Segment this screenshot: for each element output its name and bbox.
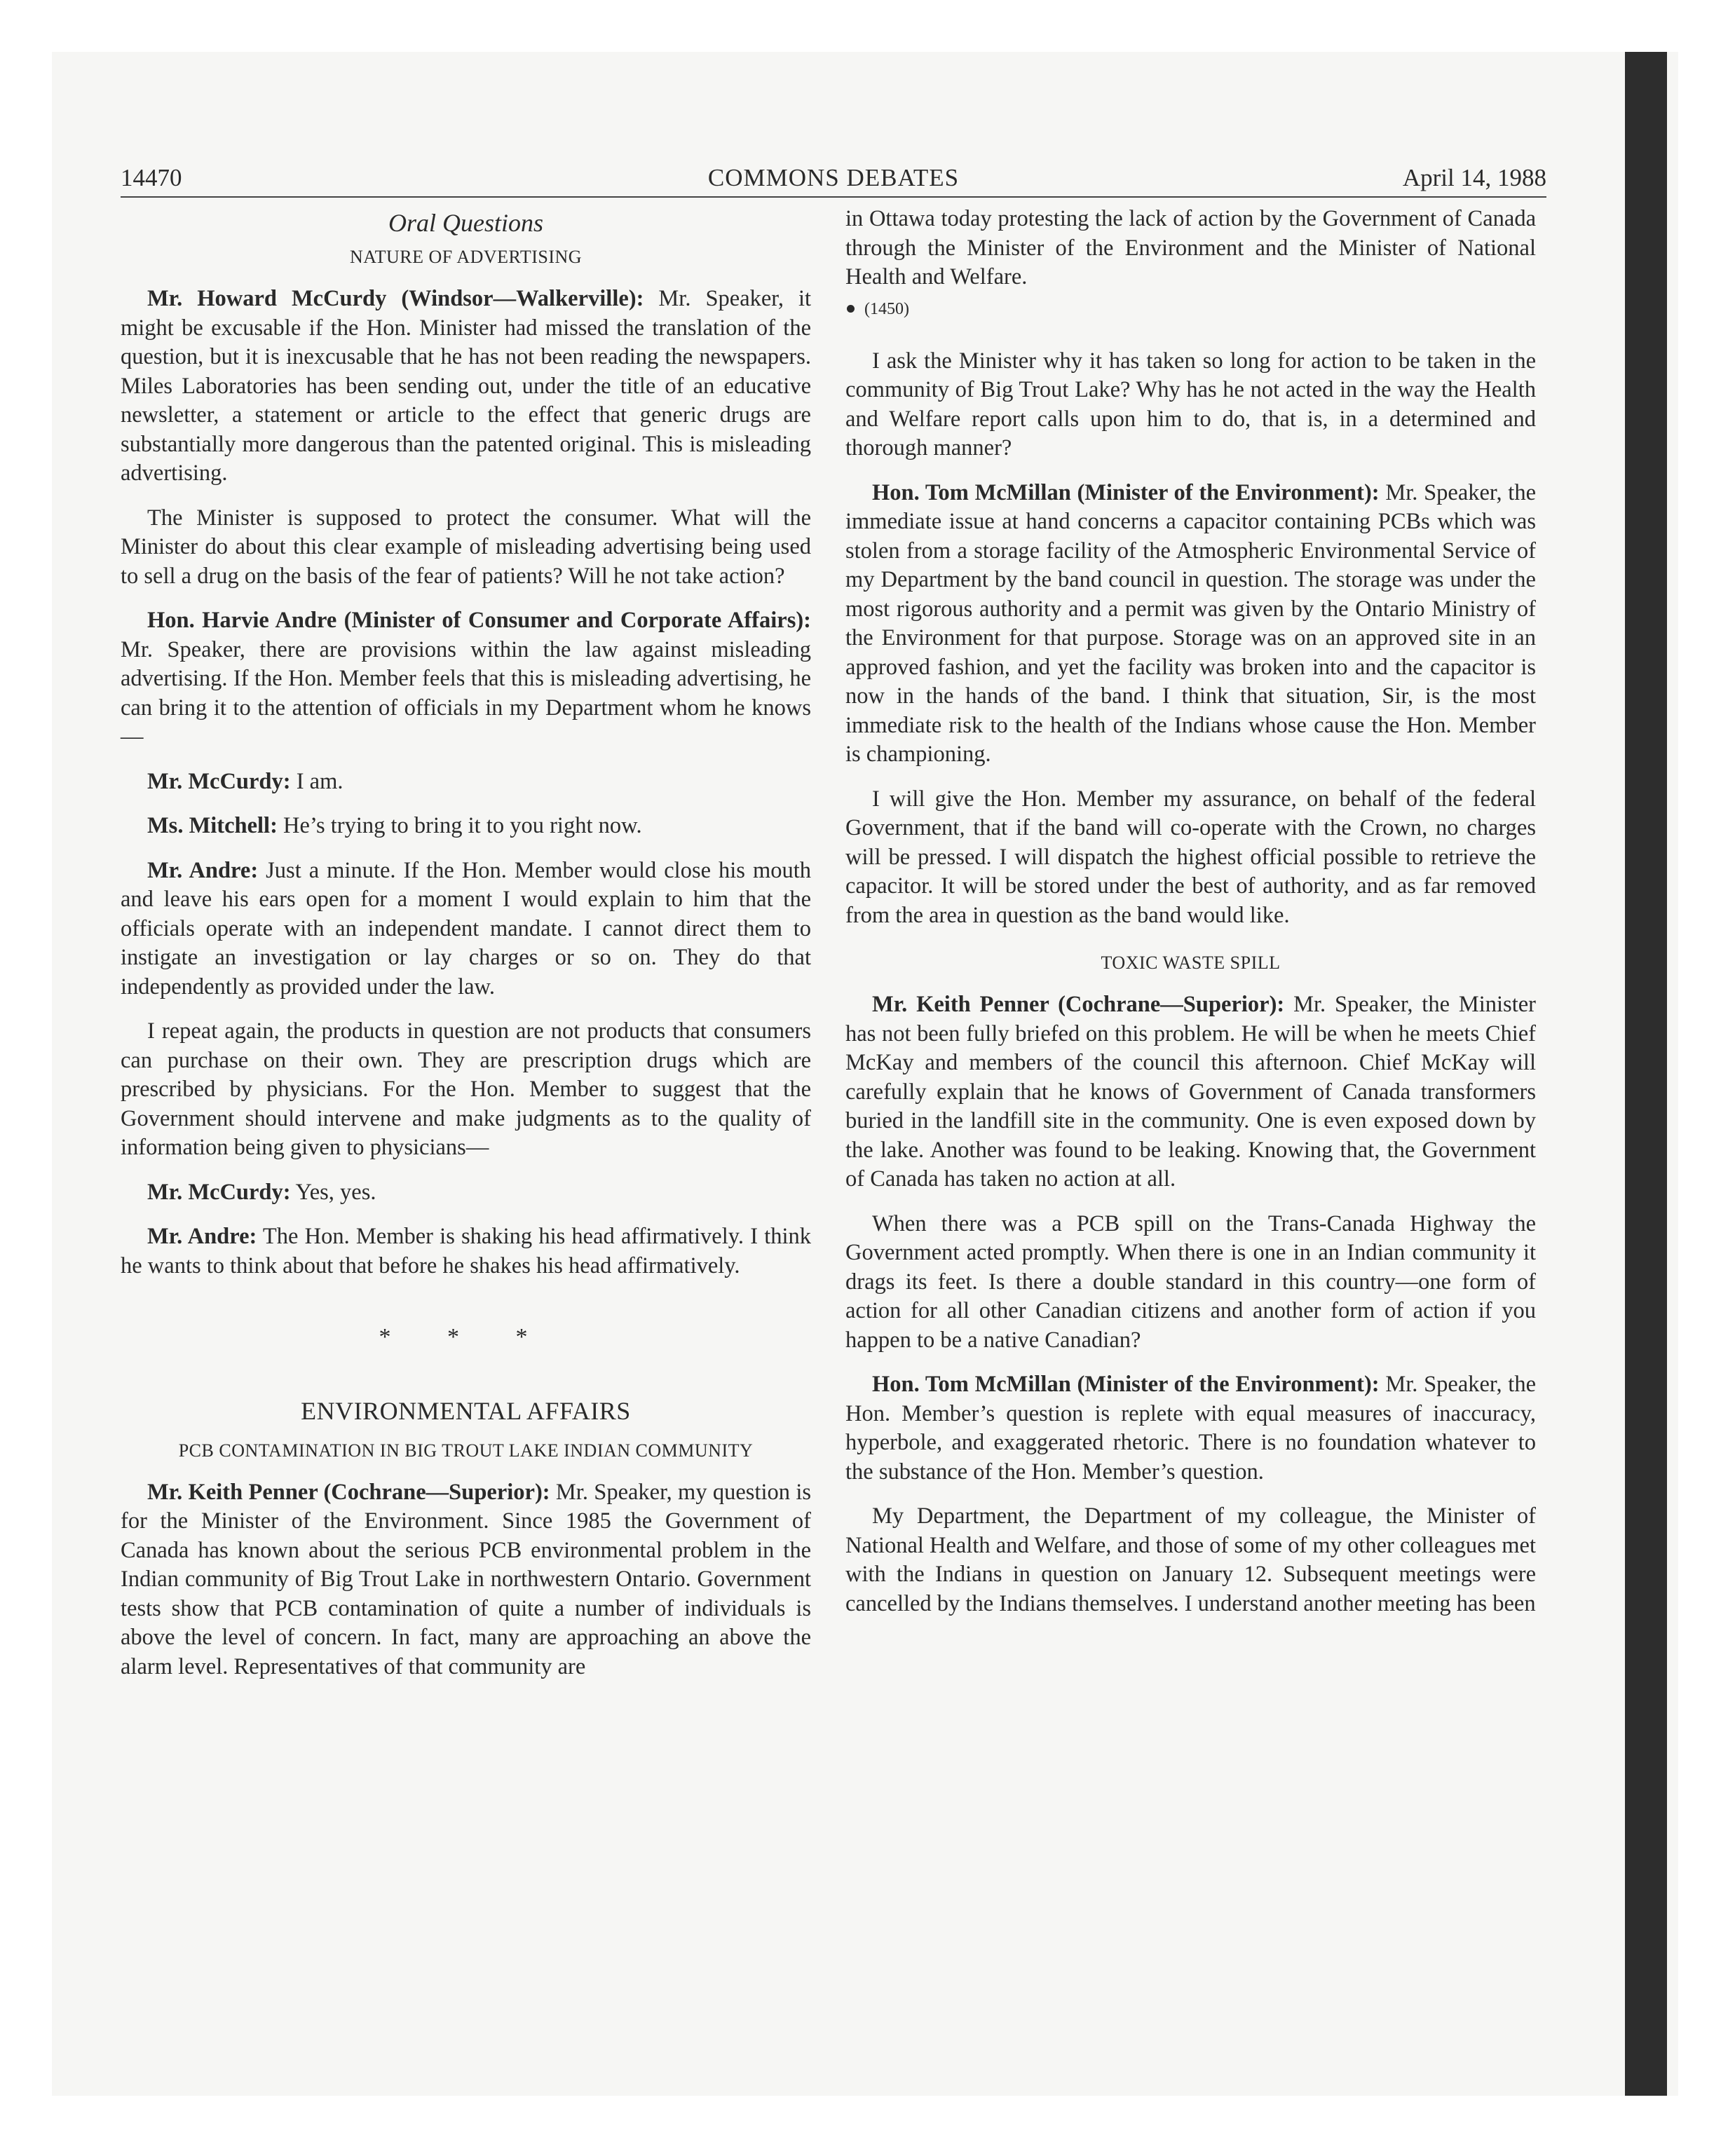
heading-environmental-affairs: ENVIRONMENTAL AFFAIRS	[301, 1396, 631, 1425]
paragraph	[845, 1370, 1536, 1487]
speech-text: Mr. Speaker, my question is for the Minister of the Environment. Since 1985 the Government of Canada has known about the serious PCB environmental problem in the Indian community of Big Trout Lake in northwestern Ontario. Government tests show that PCB contamination of quite a number of individuals is above the level of concern. In fact, many are approaching an above the alarm level. Representatives of that community are	[121, 1479, 811, 1679]
header-rule	[121, 196, 1546, 198]
time-marker-text: (1450)	[864, 299, 909, 318]
paragraph: My Department, the Department of my colleague, the Minister of National Health and Welfare, and those of some of my other colleagues met with the Indians in question on January 12. Subsequent meetings were cancelled by the Indians themselves. I understand another meeting has been	[845, 1503, 1536, 1616]
speaker-name: Ms. Mitchell:	[147, 813, 278, 838]
paragraph	[121, 767, 811, 797]
speech-text: Mr. Speaker, it might be excusable if the Hon. Minister had missed the translation of the question, but it is inexcusable that he has not been reading the newspapers. Miles Laboratories has been sending out, under the title of an educative newsletter, a statement or article to the effect that generic drugs are substantially more dangerous than the patented original. This is misleading advertising.	[121, 286, 811, 486]
speaker-name: Hon. Harvie Andre (Minister of Consumer and Corporate Affairs):	[147, 608, 811, 633]
paragraph	[121, 285, 811, 489]
paragraph: The Minister is supposed to protect the consumer. What will the Minister do about this clear example of misleading advertising being used to sell a drug on the basis of the fear of patients? Will he not take action?	[121, 505, 811, 589]
speech-text: The Hon. Member is shaking his head affirmatively. I think he wants to think about that before he shakes his head affirmatively.	[121, 1224, 811, 1278]
paragraph: I repeat again, the products in question are not products that consumers can purchase on their own. They are prescription drugs which are prescribed by physicians. For the Hon. Member to suggest that the Government should intervene and make judgments as to the quality of information being given to physicians—	[121, 1018, 811, 1160]
paragraph: I ask the Minister why it has taken so long for action to be taken in the community of Big Trout Lake? Why has he not acted in the way the Health and Welfare report calls upon him to do, that is, in a determined and thorough manner?	[845, 348, 1536, 460]
speaker-name: Mr. Keith Penner (Cochrane—Superior):	[147, 1479, 550, 1505]
page-header	[121, 158, 1546, 198]
paragraph	[121, 857, 811, 1002]
paragraph	[121, 1222, 811, 1281]
speaker-name: Mr. McCurdy:	[147, 1179, 291, 1205]
paragraph: I will give the Hon. Member my assurance, on behalf of the federal Government, that if the band will co-operate with the Crown, no charges will be pressed. I will dispatch the highest official possible to retrieve the capacitor. It will be stored under the best of authority, and as far removed from the area in question as the band would like.	[845, 786, 1536, 928]
paragraph	[121, 812, 811, 841]
sitting-date: April 14, 1988	[1402, 164, 1546, 191]
speaker-name: Mr. Andre:	[147, 857, 259, 883]
paragraph: When there was a PCB spill on the Trans-Canada Highway the Government acted promptly. When there is one in an Indian community it drags its feet. Is there a double standard in this country—one form of action for all other Canadian citizens and another form of action if you happen to be a native Canadian?	[845, 1210, 1536, 1353]
speaker-name: Mr. Howard McCurdy (Windsor—Walkerville):	[147, 286, 644, 311]
subheading-nature-of-advertising: NATURE OF ADVERTISING	[349, 247, 583, 267]
left-column	[121, 205, 811, 1681]
page-number: 14470	[121, 164, 182, 191]
speech-text: Yes, yes.	[290, 1179, 376, 1205]
speaker-name: Hon. Tom McMillan (Minister of the Environment):	[872, 479, 1380, 505]
speaker-name: Mr. McCurdy:	[147, 768, 291, 794]
speech-text: I am.	[290, 768, 343, 794]
subheading-toxic-waste-spill: TOXIC WASTE SPILL	[1101, 953, 1281, 973]
paragraph	[121, 606, 811, 752]
subheading-pcb-contamination: PCB CONTAMINATION IN BIG TROUT LAKE INDIAN COMMUNITY	[178, 1440, 754, 1461]
right-column	[845, 205, 1536, 1618]
paragraph-continued: in Ottawa today protesting the lack of action by the Government of Canada through the Minister of the Environment and the Minister of National Health and Welfare.	[845, 206, 1536, 289]
speech-text: Mr. Speaker, the immediate issue at hand concerns a capacitor containing PCBs which was stolen from a storage facility of the Atmospheric Environmental Service of my Department by the band council in question. The storage was under the most rigorous authority and a permit was given by the Ontario Ministry of the Environment for that purpose. Storage was on an approved site in an approved fashion, and yet the facility was broken into and the capacitor is now in the hands of the band. I think that situation, Sir, is the most immediate risk to the health of the Indians whose cause the Hon. Member is championing.	[845, 479, 1536, 767]
speech-text: Mr. Speaker, there are provisions within the law against misleading advertising. If the Hon. Member feels that this is misleading advertising, he can bring it to the attention of officials in my Department whom he knows—	[121, 636, 811, 749]
speaker-name: Hon. Tom McMillan (Minister of the Environment):	[872, 1372, 1380, 1397]
paragraph	[121, 1178, 811, 1208]
paragraph	[845, 990, 1536, 1194]
speech-text: He’s trying to bring it to you right now.	[277, 813, 642, 838]
speaker-name: Mr. Keith Penner (Cochrane—Superior):	[872, 992, 1285, 1017]
publication-title: COMMONS DEBATES	[707, 164, 960, 191]
paragraph	[121, 1478, 811, 1682]
section-label: Oral Questions	[388, 209, 543, 237]
paragraph	[845, 479, 1536, 770]
section-separator: * * *	[379, 1324, 553, 1350]
speaker-name: Mr. Andre:	[147, 1224, 257, 1249]
speech-text: Mr. Speaker, the Hon. Member’s question is replete with equal measures of inaccuracy, hyperbole, and exaggerated rhetoric. There is no foundation whatever to the substance of the Hon. Member’s question.	[845, 1372, 1536, 1485]
time-marker	[845, 295, 1536, 323]
bullet-icon	[847, 305, 855, 313]
speech-text: Mr. Speaker, the Minister has not been fully briefed on this problem. He will be when he meets Chief McKay and members of the council this afternoon. Chief McKay will carefully explain that he knows of Government of Canada transformers buried in the landfill site in the community. One is even exposed down by the lake. Another was found to be leaking. Knowing that, the Government of Canada has taken no action at all.	[845, 992, 1536, 1192]
speech-text: Just a minute. If the Hon. Member would close his mouth and leave his ears open for a moment I would explain to him that the officials operate with an independent mandate. I cannot direct them to instigate an investigation or lay charges or so on. They do that independently as provided under the law.	[121, 857, 812, 999]
scan-binding-edge	[1625, 52, 1667, 2096]
